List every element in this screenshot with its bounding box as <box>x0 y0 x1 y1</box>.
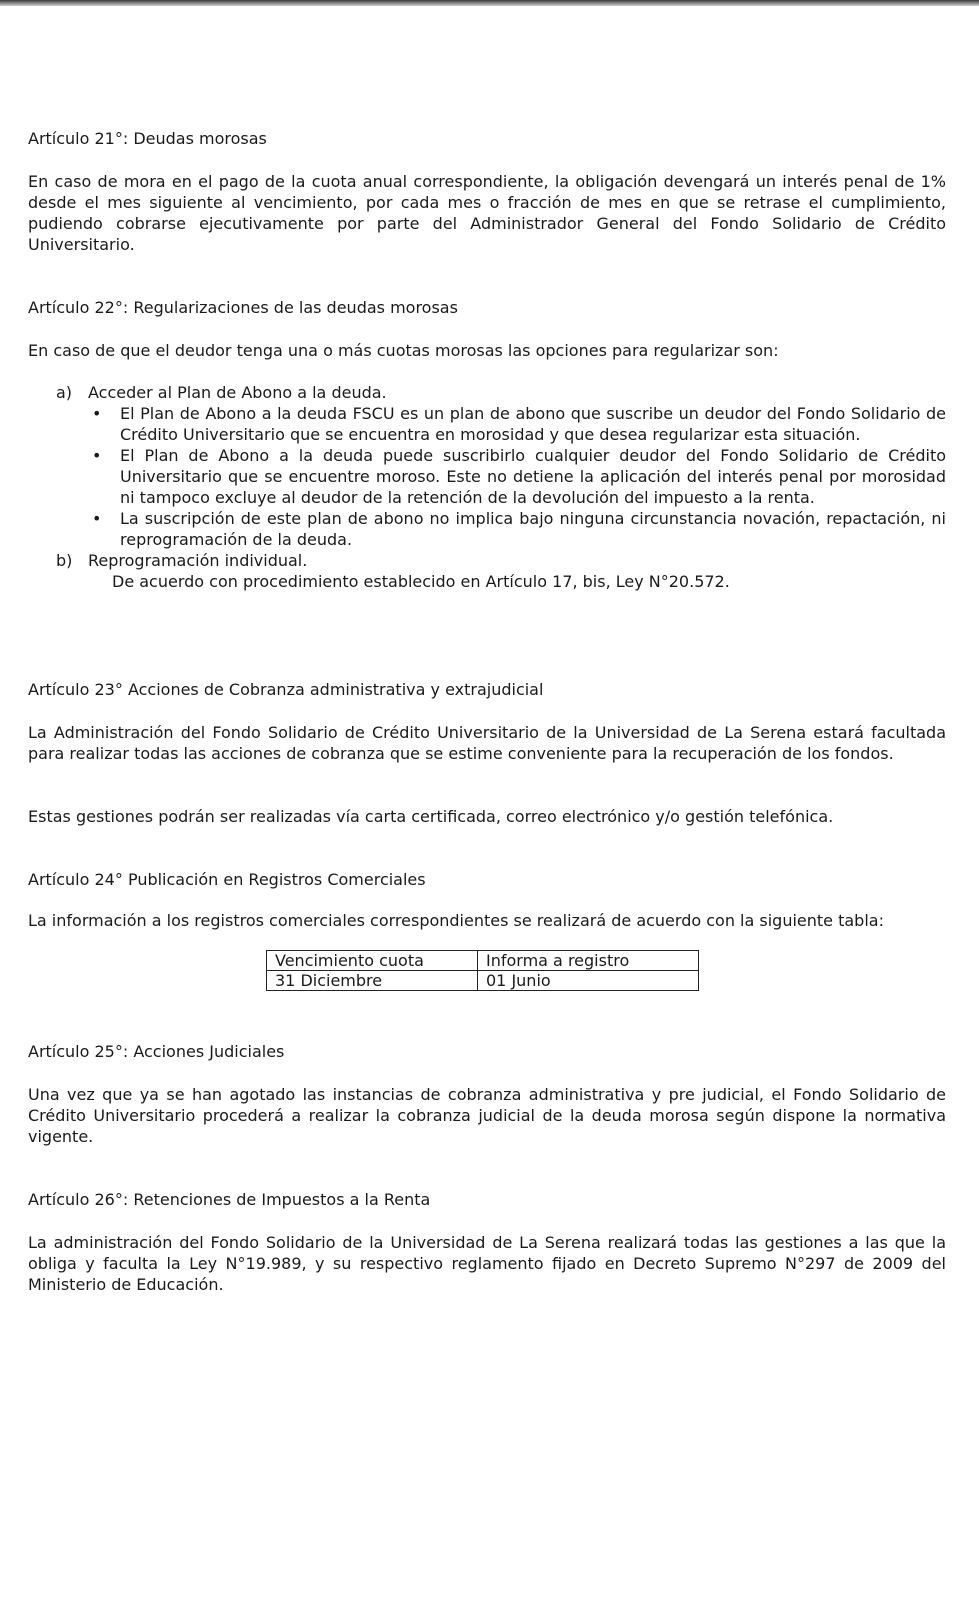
article-26-paragraph: La administración del Fondo Solidario de la Universidad de La Serena realizará todas las gestiones a las que la obliga y faculta la Ley N°19.989, y su respectivo reglamento fijado en Decreto Supremo N°297 de 2009 del Ministerio de Educación. <box>28 1233 946 1294</box>
option-b-label: b) <box>56 551 73 570</box>
article-21-title: Artículo 21°: Deudas morosas <box>28 129 267 148</box>
bullet-icon: • <box>92 446 102 465</box>
article-21-paragraph: En caso de mora en el pago de la cuota anual correspondiente, la obligación devengará un interés penal de 1% desde el mes siguiente al vencimiento, por cada mes o fracción de mes en que se retrase el cumplimiento, pudiendo cobrarse ejecutivamente por parte del Administrador General del Fondo Solidario de Crédito Universitario. <box>28 172 946 254</box>
list-item <box>56 445 946 508</box>
article-23-title: Artículo 23° Acciones de Cobranza administrativa y extrajudicial <box>28 680 544 699</box>
option-a-text: Acceder al Plan de Abono a la deuda. <box>88 383 387 402</box>
bullet-text: El Plan de Abono a la deuda puede suscribirlo cualquier deudor del Fondo Solidario de Crédito Universitario que se encuentre moroso. Este no detiene la aplicación del interés penal por morosidad ni tampoco excluye al deudor de la retención de la devolución del impuesto a la renta. <box>120 446 946 507</box>
table-row <box>267 971 699 991</box>
table-cell: 31 Diciembre <box>267 971 478 991</box>
list-item <box>56 403 946 445</box>
bullet-icon: • <box>92 509 102 528</box>
option-b <box>56 550 946 571</box>
option-b-text: Reprogramación individual. <box>88 551 308 570</box>
table-header-cell: Informa a registro <box>478 951 699 971</box>
table-header-row <box>267 951 699 971</box>
article-22-title: Artículo 22°: Regularizaciones de las deudas morosas <box>28 298 458 317</box>
option-a <box>56 382 946 403</box>
article-25-title: Artículo 25°: Acciones Judiciales <box>28 1042 285 1061</box>
article-26-title: Artículo 26°: Retenciones de Impuestos a la Renta <box>28 1190 431 1209</box>
article-23-paragraph-1: La Administración del Fondo Solidario de Crédito Universitario de la Universidad de La Serena estará facultada para realizar todas las acciones de cobranza que se estime conveniente para la recuperación de los fondos. <box>28 723 946 763</box>
bullet-icon: • <box>92 404 102 423</box>
bullet-text: La suscripción de este plan de abono no implica bajo ninguna circunstancia novación, repactación, ni reprogramación de la deuda. <box>120 509 946 549</box>
registry-table <box>266 950 699 991</box>
article-24-paragraph: La información a los registros comerciales correspondientes se realizará de acuerdo con la siguiente tabla: <box>28 911 884 930</box>
option-b-note: De acuerdo con procedimiento establecido en Artículo 17, bis, Ley N°20.572. <box>112 572 730 591</box>
article-25-paragraph: Una vez que ya se han agotado las instancias de cobranza administrativa y pre judicial, el Fondo Solidario de Crédito Universitario procederá a realizar la cobranza judicial de la deuda morosa según dispone la normativa vigente. <box>28 1085 946 1146</box>
table-header-cell: Vencimiento cuota <box>267 951 478 971</box>
article-23-paragraph-2: Estas gestiones podrán ser realizadas vía carta certificada, correo electrónico y/o gestión telefónica. <box>28 807 834 826</box>
bullet-text: El Plan de Abono a la deuda FSCU es un plan de abono que suscribe un deudor del Fondo Solidario de Crédito Universitario que se encuentra en morosidad y que desea regularizar esta situación. <box>120 404 946 444</box>
article-22-paragraph: En caso de que el deudor tenga una o más cuotas morosas las opciones para regularizar son: <box>28 341 779 360</box>
regularization-options-list <box>56 382 946 592</box>
list-item <box>56 508 946 550</box>
table-cell: 01 Junio <box>478 971 699 991</box>
article-24-title: Artículo 24° Publicación en Registros Comerciales <box>28 870 426 889</box>
scan-edge <box>0 0 979 6</box>
option-a-label: a) <box>56 383 73 402</box>
option-a-bullets <box>56 403 946 550</box>
